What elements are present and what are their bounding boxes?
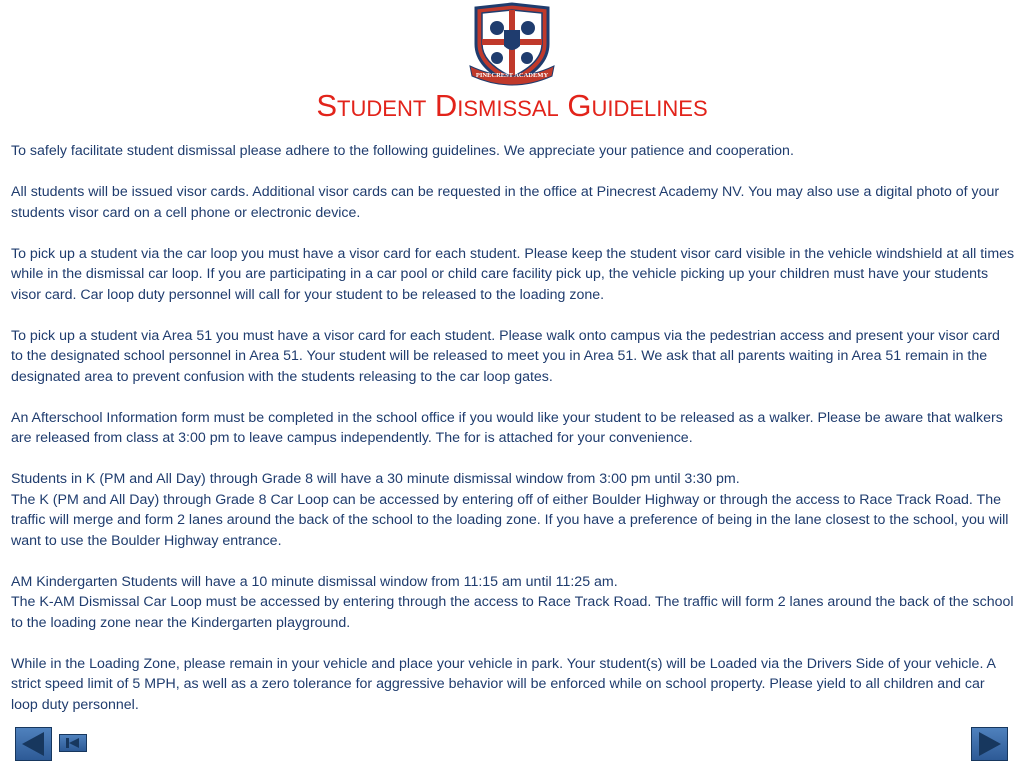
page-title: Student Dismissal Guidelines bbox=[316, 88, 708, 123]
previous-slide-button[interactable] bbox=[15, 727, 52, 761]
paragraph-spacer bbox=[11, 305, 1015, 326]
guideline-paragraph: To safely facilitate student dismissal please adhere to the following guidelines. We appreciate your patience and cooperation. bbox=[11, 143, 794, 159]
guideline-paragraph: AM Kindergarten Students will have a 10 minute dismissal window from 11:15 am until 11:25 am. bbox=[11, 573, 618, 590]
pinecrest-academy-crest-logo bbox=[466, 2, 558, 90]
guideline-paragraph: To pick up a student via Area 51 you must have a visor card for each student. Please walk onto campus via the pedestrian access and present your visor card to the designated school personnel in Area 51. Your student will be released to meet you in Area 51. We ask that all parents waiting in Area 51 remain in the designated area to prevent confusion with the students releasing to the car loop gates. bbox=[11, 327, 1000, 385]
guideline-paragraph: All students will be issued visor cards. Additional visor cards can be requested in the office at Pinecrest Academy NV. You may also use a digital photo of your students visor card on a cell phone or electronic device. bbox=[11, 184, 1000, 221]
guideline-paragraph: Students in K (PM and All Day) through Grade 8 will have a 30 minute dismissal window from 3:00 pm until 3:30 pm. bbox=[11, 471, 740, 487]
guideline-paragraph: An Afterschool Information form must be completed in the school office if you would like your student to be released as a walker. Please be aware that walkers are released from class at 3:00 pm to leave campus independently. The for is attached for your convenience. bbox=[11, 409, 1003, 446]
paragraph-spacer bbox=[11, 387, 1015, 408]
svg-text:PINECREST ACADEMY: PINECREST ACADEMY bbox=[475, 72, 549, 79]
paragraph-spacer bbox=[11, 551, 1015, 572]
first-slide-button[interactable] bbox=[59, 734, 87, 752]
next-slide-button[interactable] bbox=[971, 727, 1008, 761]
guidelines-body bbox=[11, 141, 1015, 715]
guideline-paragraph: The K-AM Dismissal Car Loop must be accessed by entering through the access to Race Track Road. The traffic will form 2 lanes around the back of the school to the loading zone near the Kindergarten playground. bbox=[11, 594, 1014, 631]
first-slide-icon bbox=[60, 735, 86, 751]
paragraph-spacer bbox=[11, 449, 1015, 470]
arrow-right-icon bbox=[972, 728, 1007, 760]
paragraph-spacer bbox=[11, 633, 1015, 654]
guideline-paragraph: To pick up a student via the car loop you must have a visor card for each student. Please keep the student visor card visible in the vehicle windshield at all times while in the dismissal car loop. If you are participating in a car pool or child care facility pick up, the vehicle picking up your children must have your students visor card. Car loop duty personnel will call for your student to be released to the loading zone. bbox=[11, 245, 1015, 303]
paragraph-spacer bbox=[11, 223, 1015, 244]
guideline-paragraph: While in the Loading Zone, please remain in your vehicle and place your vehicle in park. Your student(s) will be Loaded via the Drivers Side of your vehicle. A strict speed limit of 5 MPH, as well as a zero tolerance for aggressive behavior will be enforced while on school property. Please yield to all children and car loop duty personnel. bbox=[11, 655, 996, 713]
paragraph-spacer bbox=[11, 162, 1015, 183]
arrow-left-icon bbox=[16, 728, 51, 760]
guideline-paragraph: The K (PM and All Day) through Grade 8 Car Loop can be accessed by entering off of either Boulder Highway or through the access to Race Track Road. The traffic will merge and form 2 lanes around the back of the school to the loading zone. If you have a preference of being in the lane closest to the school, you will want to use the Boulder Highway entrance. bbox=[11, 491, 1009, 549]
